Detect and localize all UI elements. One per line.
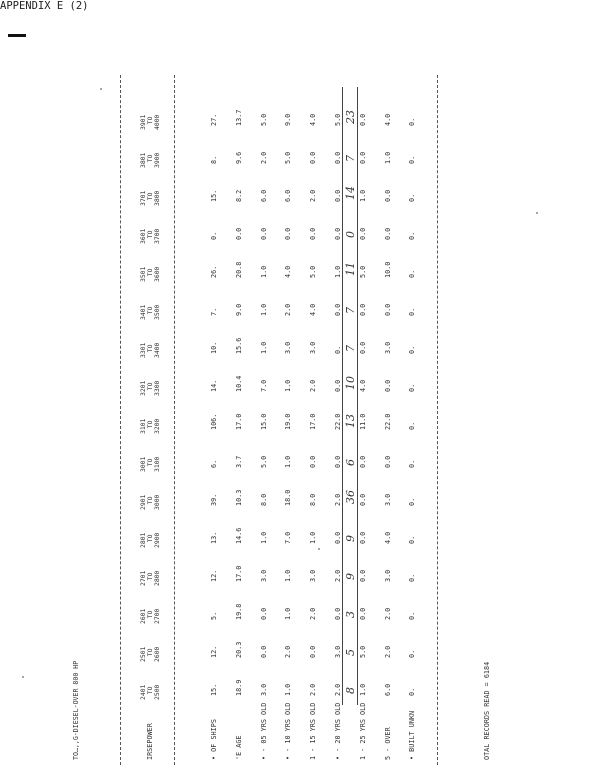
column-header: 3001 TO 3100 bbox=[139, 456, 161, 472]
rotated-table bbox=[72, 80, 492, 760]
column-header: 3101 TO 3200 bbox=[139, 418, 161, 434]
table-cell: 10.3 bbox=[234, 489, 243, 506]
column-header: 3701 TO 3800 bbox=[139, 190, 161, 206]
table-cell: 1.0 bbox=[259, 303, 268, 316]
table-cell: 0.0 bbox=[334, 227, 342, 240]
table-cell: 3.7 bbox=[234, 455, 243, 468]
table-cell: 4.0 bbox=[383, 531, 392, 544]
table-cell: 0. bbox=[408, 611, 417, 620]
table-cell: 17.0 bbox=[309, 413, 318, 430]
table-cell: 7. bbox=[210, 307, 218, 316]
table-border-top bbox=[120, 75, 121, 765]
table-cell: 19.8 bbox=[234, 603, 243, 620]
handwritten-count: 5 bbox=[344, 649, 357, 656]
handwritten-count: 14 bbox=[344, 186, 357, 200]
table-cell: 0.0 bbox=[358, 227, 367, 240]
column-header: 3501 TO 3600 bbox=[139, 266, 161, 282]
row-label: • OF SHIPS bbox=[210, 719, 218, 760]
table-cell: 1.0 bbox=[284, 683, 293, 696]
table-cell: 18.9 bbox=[234, 679, 243, 696]
table-cell: 22.0 bbox=[334, 413, 342, 430]
table-cell: 3.0 bbox=[259, 683, 268, 696]
table-cell: 13.7 bbox=[234, 109, 243, 126]
table-cell: 0. bbox=[408, 155, 417, 164]
table-cell: 5.0 bbox=[284, 151, 293, 164]
table-cell: 0.0 bbox=[358, 607, 367, 620]
table-cell: 6.0 bbox=[383, 683, 392, 696]
table-cell: 10.4 bbox=[234, 375, 243, 392]
speck bbox=[100, 88, 102, 90]
column-header: 2901 TO 3000 bbox=[139, 494, 161, 510]
row-label: • BUILT UNKN bbox=[408, 710, 417, 760]
table-cell: 3.0 bbox=[309, 341, 318, 354]
table-cell: 14.6 bbox=[234, 527, 243, 544]
table-cell: 15.0 bbox=[259, 413, 268, 430]
table-cell: 39. bbox=[210, 493, 218, 506]
table-cell: 0.0 bbox=[358, 455, 367, 468]
table-cell: 2.0 bbox=[334, 683, 342, 696]
table-cell: 22.0 bbox=[383, 413, 392, 430]
handwritten-count: 10 bbox=[344, 376, 357, 390]
table-cell: 4.0 bbox=[309, 303, 318, 316]
table-cell: 17.0 bbox=[234, 565, 243, 582]
table-cell: 5.0 bbox=[309, 265, 318, 278]
table-cell: 0.0 bbox=[334, 151, 342, 164]
handwritten-count: 36 bbox=[344, 490, 357, 504]
table-cell: 0. bbox=[408, 383, 417, 392]
table-cell: 10.0 bbox=[383, 261, 392, 278]
table-cell: 9.0 bbox=[284, 113, 293, 126]
table-cell: 2.0 bbox=[383, 645, 392, 658]
table-cell: 1.0 bbox=[284, 379, 293, 392]
handwritten-rule-upper bbox=[342, 87, 343, 705]
column-header: 3601 TO 3700 bbox=[139, 228, 161, 244]
table-cell: 0.0 bbox=[334, 531, 342, 544]
table-cell: 4.0 bbox=[383, 113, 392, 126]
table-border-bottom bbox=[437, 75, 438, 765]
page-mark bbox=[8, 34, 26, 37]
row-label: • - 05 YRS OLD bbox=[259, 702, 268, 760]
table-cell: 3.0 bbox=[383, 493, 392, 506]
table-cell: 11.0 bbox=[358, 413, 367, 430]
table-cell: 0.0 bbox=[334, 379, 342, 392]
table-cell: 7.0 bbox=[284, 531, 293, 544]
table-cell: 0. bbox=[408, 573, 417, 582]
table-cell: 2.0 bbox=[284, 645, 293, 658]
table-cell: 0.0 bbox=[358, 531, 367, 544]
table-cell: 0.0 bbox=[358, 151, 367, 164]
table-cell: 0. bbox=[334, 345, 342, 354]
handwritten-count: 7 bbox=[344, 307, 357, 314]
row-label: • - 10 YRS OLD bbox=[284, 702, 293, 760]
table-cell: 8. bbox=[210, 155, 218, 164]
table-cell: 0.0 bbox=[383, 455, 392, 468]
table-cell: 9.6 bbox=[234, 151, 243, 164]
header-rule bbox=[174, 75, 175, 765]
handwritten-count: 13 bbox=[344, 414, 357, 428]
speck bbox=[22, 676, 24, 678]
table-cell: 0.0 bbox=[383, 303, 392, 316]
column-header: 2701 TO 2800 bbox=[139, 570, 161, 586]
handwritten-count: 8 bbox=[344, 687, 357, 694]
table-cell: 6. bbox=[210, 459, 218, 468]
table-title: TO…,,G-DIESEL-OVER 800 HP bbox=[72, 660, 80, 760]
table-cell: 0. bbox=[408, 535, 417, 544]
handwritten-count: 7 bbox=[344, 155, 357, 162]
row-label: 'E AGE bbox=[234, 735, 243, 760]
table-cell: 8.2 bbox=[234, 189, 243, 202]
table-cell: 4.0 bbox=[309, 113, 318, 126]
row-label: 1 - 15 YRS OLD bbox=[309, 702, 318, 760]
table-cell: 1.0 bbox=[358, 683, 367, 696]
handwritten-count: 11 bbox=[344, 262, 357, 276]
column-header: 2401 TO 2500 bbox=[139, 684, 161, 700]
table-cell: 0.0 bbox=[334, 303, 342, 316]
table-cell: 5.0 bbox=[334, 113, 342, 126]
table-cell: 0. bbox=[408, 649, 417, 658]
table-cell: 0.0 bbox=[383, 379, 392, 392]
table-cell: 20.8 bbox=[234, 261, 243, 278]
table-cell: 1.0 bbox=[284, 607, 293, 620]
handwritten-count: 9 bbox=[344, 573, 357, 580]
header-label: IRSEPOWER bbox=[146, 723, 154, 760]
table-cell: 27. bbox=[210, 113, 218, 126]
table-cell: 7.0 bbox=[259, 379, 268, 392]
table-cell: 1.0 bbox=[259, 265, 268, 278]
table-cell: 12. bbox=[210, 645, 218, 658]
table-cell: 0. bbox=[408, 117, 417, 126]
speck bbox=[318, 548, 320, 550]
table-cell: 3.0 bbox=[259, 569, 268, 582]
table-cell: 2.0 bbox=[309, 189, 318, 202]
table-cell: 18.0 bbox=[284, 489, 293, 506]
speck bbox=[536, 212, 538, 214]
table-cell: 5.0 bbox=[259, 113, 268, 126]
column-header: 2501 TO 2600 bbox=[139, 646, 161, 662]
table-cell: 1.0 bbox=[383, 151, 392, 164]
row-label: 1 - 25 YRS OLD bbox=[358, 702, 367, 760]
table-cell: 0.0 bbox=[309, 645, 318, 658]
table-cell: 1.0 bbox=[309, 531, 318, 544]
table-cell: 4.0 bbox=[358, 379, 367, 392]
table-cell: 6.0 bbox=[284, 189, 293, 202]
table-cell: 2.0 bbox=[309, 683, 318, 696]
table-cell: 3.0 bbox=[383, 341, 392, 354]
table-cell: 2.0 bbox=[309, 379, 318, 392]
table-cell: 0.0 bbox=[358, 569, 367, 582]
handwritten-count: 23 bbox=[344, 110, 357, 124]
table-cell: 0. bbox=[408, 421, 417, 430]
table-cell: 0. bbox=[408, 687, 417, 696]
table-cell: 9.0 bbox=[234, 303, 243, 316]
column-header: 3201 TO 3300 bbox=[139, 380, 161, 396]
table-cell: 0.0 bbox=[259, 645, 268, 658]
table-cell: 4.0 bbox=[284, 265, 293, 278]
table-cell: 2.0 bbox=[309, 607, 318, 620]
table-cell: 3.0 bbox=[383, 569, 392, 582]
row-label: 5 - OVER bbox=[383, 727, 392, 760]
row-label: • - 20 YRS OLD bbox=[334, 702, 342, 760]
table-cell: 0. bbox=[408, 231, 417, 240]
table-cell: 0.0 bbox=[358, 493, 367, 506]
column-header: 3801 TO 3900 bbox=[139, 152, 161, 168]
table-cell: 0.0 bbox=[358, 303, 367, 316]
table-cell: 0.0 bbox=[309, 227, 318, 240]
column-header: 2601 TO 2700 bbox=[139, 608, 161, 624]
table-cell: 17.0 bbox=[234, 413, 243, 430]
column-header: 3301 TO 3400 bbox=[139, 342, 161, 358]
table-cell: 5.0 bbox=[358, 265, 367, 278]
table-cell: 20.3 bbox=[234, 641, 243, 658]
handwritten-rule-lower bbox=[357, 87, 358, 705]
table-cell: 5.0 bbox=[358, 645, 367, 658]
table-cell: 0.0 bbox=[259, 227, 268, 240]
appendix-label: APPENDIX E (2) bbox=[0, 0, 89, 12]
table-cell: 1.0 bbox=[358, 189, 367, 202]
column-header: 2801 TO 2900 bbox=[139, 532, 161, 548]
table-cell: 0.0 bbox=[334, 607, 342, 620]
handwritten-count: 7 bbox=[344, 345, 357, 352]
table-cell: 14. bbox=[210, 379, 218, 392]
table-cell: 15. bbox=[210, 683, 218, 696]
table-cell: 13. bbox=[210, 531, 218, 544]
table-cell: 15. bbox=[210, 189, 218, 202]
table-cell: 0. bbox=[408, 345, 417, 354]
table-cell: 0.0 bbox=[284, 227, 293, 240]
table-cell: 1.0 bbox=[259, 341, 268, 354]
handwritten-count: 9 bbox=[344, 535, 357, 542]
table-cell: 1.0 bbox=[259, 531, 268, 544]
table-cell: 8.0 bbox=[259, 493, 268, 506]
table-cell: 0. bbox=[408, 497, 417, 506]
table-cell: 3.0 bbox=[309, 569, 318, 582]
table-cell: 0. bbox=[408, 193, 417, 202]
handwritten-count: 0 bbox=[344, 231, 357, 238]
table-cell: 5. bbox=[210, 611, 218, 620]
table-cell: 3.0 bbox=[334, 645, 342, 658]
table-cell: 1.0 bbox=[334, 265, 342, 278]
table-cell: 2.0 bbox=[284, 303, 293, 316]
table-cell: 0.0 bbox=[334, 189, 342, 202]
table-cell: 106. bbox=[210, 413, 218, 430]
table-cell: 19.0 bbox=[284, 413, 293, 430]
table-cell: 8.0 bbox=[309, 493, 318, 506]
table-cell: 0.0 bbox=[334, 455, 342, 468]
table-cell: 0. bbox=[408, 269, 417, 278]
table-cell: 0.0 bbox=[358, 113, 367, 126]
table-cell: 10. bbox=[210, 341, 218, 354]
handwritten-count: 6 bbox=[344, 459, 357, 466]
table-cell: 0. bbox=[408, 307, 417, 316]
table-cell: 0.0 bbox=[259, 607, 268, 620]
table-cell: 26. bbox=[210, 265, 218, 278]
table-cell: 0.0 bbox=[309, 151, 318, 164]
table-cell: 12. bbox=[210, 569, 218, 582]
table-cell: 6.0 bbox=[259, 189, 268, 202]
table-cell: 0.0 bbox=[234, 227, 243, 240]
table-cell: 3.0 bbox=[284, 341, 293, 354]
table-cell: 2.0 bbox=[334, 493, 342, 506]
column-header: 3901 TO 4000 bbox=[139, 114, 161, 130]
table-cell: 0. bbox=[210, 231, 218, 240]
table-cell: 5.0 bbox=[259, 455, 268, 468]
table-cell: 0.0 bbox=[309, 455, 318, 468]
table-cell: 0.0 bbox=[358, 341, 367, 354]
table-cell: 1.0 bbox=[284, 455, 293, 468]
table-cell: 0.0 bbox=[383, 189, 392, 202]
table-cell: 0. bbox=[408, 459, 417, 468]
table-cell: 15.6 bbox=[234, 337, 243, 354]
table-cell: 2.0 bbox=[334, 569, 342, 582]
table-cell: 2.0 bbox=[259, 151, 268, 164]
table-cell: 1.0 bbox=[284, 569, 293, 582]
column-header: 3401 TO 3500 bbox=[139, 304, 161, 320]
handwritten-count: 3 bbox=[344, 611, 357, 618]
table-cell: 2.0 bbox=[383, 607, 392, 620]
table-cell: 0.0 bbox=[383, 227, 392, 240]
total-records: OTAL RECORDS READ = 6184 bbox=[483, 661, 492, 760]
